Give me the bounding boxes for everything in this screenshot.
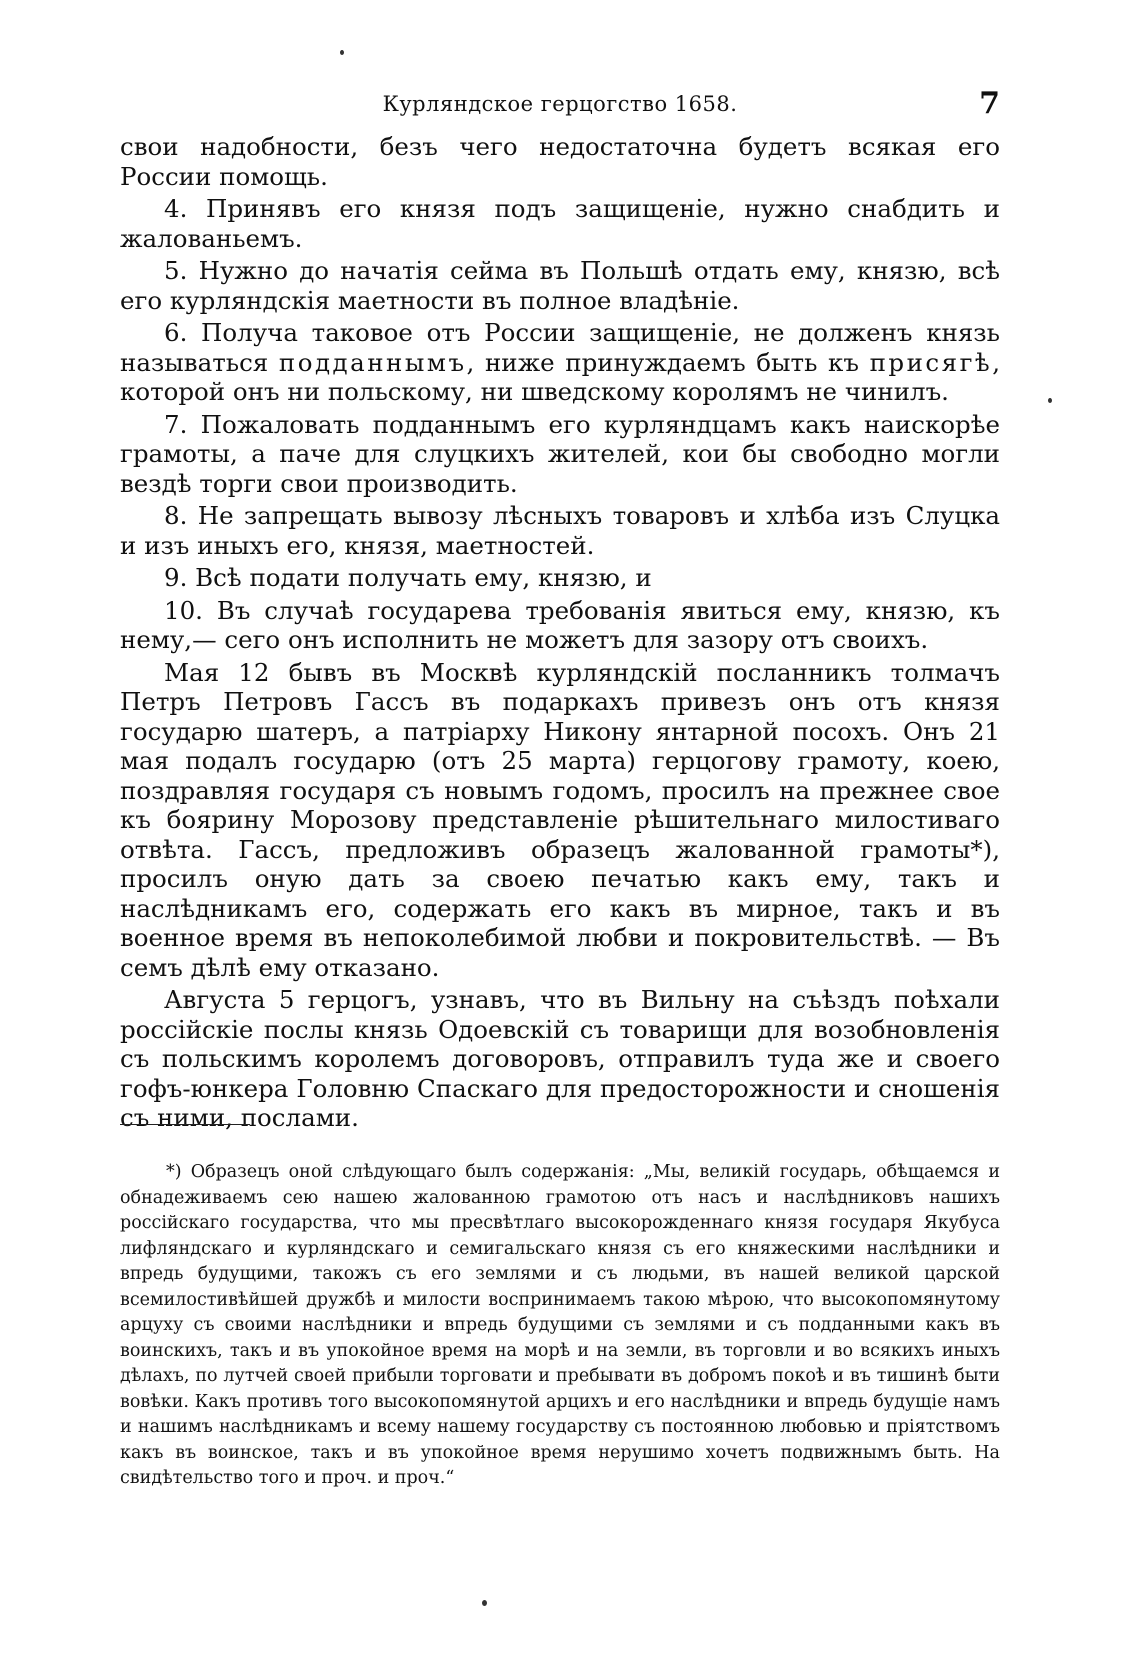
paragraph-may: Мая 12 бывъ въ Москвѣ курляндскій посланникъ толмачъ Петръ Петровъ Гассъ въ подаркахъ привезъ онъ отъ князя государю шатеръ, а патріарху Никону янтарной посохъ. Онъ 21 мая подалъ государю (отъ 25 марта) герцогову грамоту, коею, поздравляя государя съ новымъ годомъ, просилъ на прежнее свое къ боярину Морозову представленіе рѣшительнаго милостиваго отвѣта. Гассъ, предложивъ образецъ жалованной грамоты*), просилъ оную дать за своею печатью какъ ему, такъ и наслѣдникамъ его, содержать его какъ въ мирное, такъ и въ военное время въ непоколебимой любви и покровительствѣ. — Въ семъ дѣлѣ ему отказано. xyxy=(120,657,1000,982)
paragraph-august: Августа 5 герцогъ, узнавъ, что въ Вильну на съѣздъ поѣхали россійскіе послы князь Одоевскій съ товарищи для возобновленія съ польскимъ королемъ договоровъ, отправилъ туда же и своего гофъ-юнкера Головню Спаскаго для предосторожности и сношенія съ ними, послами. xyxy=(120,985,1000,1132)
spaced-word-oath: присягѣ xyxy=(869,347,993,377)
paragraph-continuation: свои надобности, безъ чего недостаточна будетъ всякая его России помощь. xyxy=(120,132,1000,191)
item-6-part-b: , ниже принуждаемъ быть къ xyxy=(466,347,870,377)
footnote: *) Образецъ оной слѣдующаго былъ содержанія: „Мы, великій государь, обѣщаемся и обнадеживаемъ сею нашею жалованною грамотою отъ насъ и наслѣдниковъ нашихъ россійскаго государства, что мы пресвѣтлаго высокорожденнаго князя государя Якубуса лифляндскаго и курляндскаго и семигальскаго князя съ его княжескими наслѣдники и впредь будущими, такожъ съ его землями и съ людьми, въ нашей великой царской всемилостивѣйшей дружбѣ и милости воспринимаемъ такою мѣрою, что высокопомянутому арцуху съ своими наслѣдники и впредь будущими съ землями и съ подданными какъ въ воинскихъ, такъ и въ упокойное время на морѣ и на земли, въ торговли и во всякихъ иныхъ дѣлахъ, по лутчей своей прибыли торговати и пребывати въ добромъ покоѣ и въ тишинѣ быти вовѣки. Какъ противъ того высокопомянутой арцихъ и его наслѣдники и впредь будущіе намъ и нашимъ наслѣдникамъ и всему нашему государству съ постоянною любовью и пріятствомъ какъ въ воинское, такъ и въ упокойное время нерушимо хочетъ подвижнымъ быть. На свидѣтельство того и проч. и проч.“ xyxy=(120,1162,1000,1488)
body-text xyxy=(120,132,1000,1136)
item-10: 10. Въ случаѣ государева требованія явиться ему, князю, къ нему,— сего онъ исполнить не можетъ для зазору отъ своихъ. xyxy=(120,595,1000,654)
spaced-word-subjects: подданнымъ xyxy=(278,347,467,377)
item-9: 9. Всѣ подати получать ему, князю, и xyxy=(164,563,652,592)
footnote-divider xyxy=(120,1124,250,1125)
item-6 xyxy=(120,318,1000,407)
item-6-part-a: 6. Получа таковое отъ России защищеніе, не долженъ князь называться xyxy=(120,318,1000,377)
item-4: 4. Принявъ его князя подъ защищеніе, нужно снабдить и жалованьемъ. xyxy=(120,194,1000,253)
item-6-part-c: , которой онъ ни польскому, ни шведскому королямъ не чинилъ. xyxy=(120,347,1000,406)
print-speck xyxy=(482,1600,487,1606)
item-7: 7. Пожаловать подданнымъ его курляндцамъ какъ наискорѣе грамоты, а паче для слуцкихъ жителей, кои бы свободно могли вездѣ торги свои производить. xyxy=(120,409,1000,498)
item-8: 8. Не запрещать вывозу лѣсныхъ товаровъ и хлѣба изъ Слуцка и изъ иныхъ его, князя, маетностей. xyxy=(120,501,1000,560)
print-speck xyxy=(1048,398,1052,403)
item-5: 5. Нужно до начатія сейма въ Польшѣ отдать ему, князю, всѣ его курляндскія маетности въ полное владѣніе. xyxy=(120,256,1000,315)
page-header xyxy=(120,86,1000,132)
print-speck xyxy=(340,50,344,55)
running-title: Курляндское герцогство 1658. xyxy=(382,92,738,116)
page-number: 7 xyxy=(979,86,1000,121)
